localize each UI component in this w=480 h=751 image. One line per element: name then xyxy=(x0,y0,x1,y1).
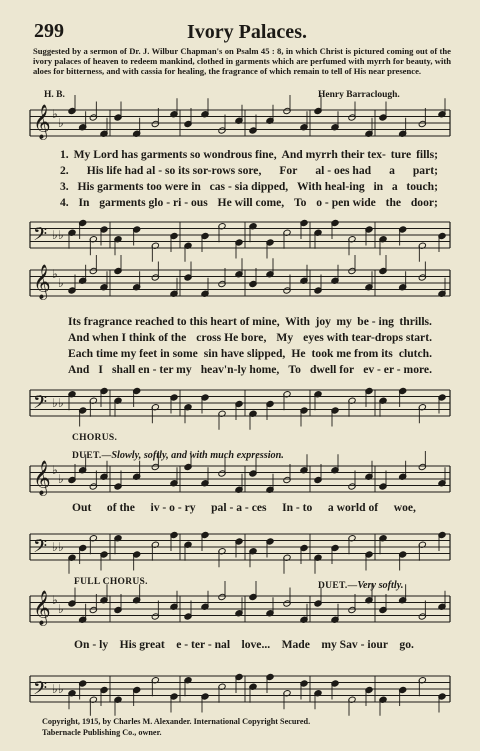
verse-2-line-b: And when I think of the cross He bore, My eyes with tear-drops start. xyxy=(68,331,432,344)
bass-clef-icon: 𝄢 xyxy=(33,223,48,249)
music-system-3-bass xyxy=(30,528,450,570)
flat-icon: ♭ xyxy=(58,227,64,242)
treble-clef-icon: 𝄞 xyxy=(33,105,51,139)
flat-icon: ♭ xyxy=(52,592,58,607)
chorus-line-2: On - ly His great e - ter - nal love... Made my Sav - iour go. xyxy=(74,638,414,651)
verse-1-line: 1. My Lord has garments so wondrous fine, And myrrh their tex- ture fills; xyxy=(60,148,438,161)
verse-4-line-b: And I shall en - ter my heav'n-ly home, To dwell for ev - er - more. xyxy=(68,363,432,376)
flat-icon: ♭ xyxy=(52,681,58,696)
verse-1-line-b: Its fragrance reached to this heart of mine, With joy my be - ing thrills. xyxy=(68,315,432,328)
duet-direction-2: DUET.—Very softly. xyxy=(318,580,404,591)
flat-icon: ♭ xyxy=(52,266,58,281)
verse-3-line: 3. His garments too were in cas - sia dipped, With heal-ing in a touch; xyxy=(60,180,438,193)
bass-clef-icon: 𝄢 xyxy=(33,677,48,703)
flat-icon: ♭ xyxy=(52,227,58,242)
flat-icon: ♭ xyxy=(58,539,64,554)
flat-icon: ♭ xyxy=(58,115,64,130)
music-system-2-bass xyxy=(30,384,450,426)
treble-clef-icon: 𝄞 xyxy=(33,461,51,495)
composer-name: Henry Barraclough. xyxy=(318,90,400,100)
treble-clef-icon: 𝄞 xyxy=(33,265,51,299)
verse-4-line: 4. In garments glo - ri - ous He will come, To o - pen wide the door; xyxy=(60,196,438,209)
hymn-title: Ivory Palaces. xyxy=(187,21,307,43)
flat-icon: ♭ xyxy=(52,395,58,410)
verse-3-line-b: Each time my feet in some sin have slipped, He took me from its clutch. xyxy=(68,347,432,360)
treble-clef-icon: 𝄞 xyxy=(33,591,51,625)
flat-icon: ♭ xyxy=(52,106,58,121)
copyright-notice: Copyright, 1915, by Charles M. Alexander. International Copyright Secured. xyxy=(42,717,311,726)
full-chorus-label: FULL CHORUS. xyxy=(74,577,148,587)
chorus-line-1: Out of the iv - o - ry pal - a - ces In - to a world of woe, xyxy=(72,501,416,514)
bass-clef-icon: 𝄢 xyxy=(33,391,48,417)
music-system-1-treble xyxy=(30,104,450,148)
music-system-3-treble xyxy=(30,460,450,504)
music-system-1-bass xyxy=(30,216,450,258)
bass-clef-icon: 𝄢 xyxy=(33,535,48,561)
flat-icon: ♭ xyxy=(52,539,58,554)
verse-2-line: 2. His life had al - so its sor-rows sore, For al - oes had a part; xyxy=(60,164,438,177)
music-system-2-treble xyxy=(30,264,450,308)
hymn-intro-note: Suggested by a sermon of Dr. J. Wilbur Chapman's on Psalm 45 : 8, in which Christ is pictured coming out of the ivory palaces of heaven to redeem mankind, clothed in garments which are perfumed with myrrh for beauty, with aloes for bitterness, and with cassia for healing, the fragrance of which remain to tell of His near presence. xyxy=(33,46,451,77)
flat-icon: ♭ xyxy=(58,275,64,290)
flat-icon: ♭ xyxy=(58,601,64,616)
verse-block-1 xyxy=(60,147,438,211)
flat-icon: ♭ xyxy=(58,471,64,486)
lyricist-initials: H. B. xyxy=(44,90,65,100)
music-system-4-treble xyxy=(30,590,450,634)
verse-block-2 xyxy=(68,314,432,378)
flat-icon: ♭ xyxy=(58,395,64,410)
flat-icon: ♭ xyxy=(58,681,64,696)
chorus-label: CHORUS. xyxy=(72,433,118,443)
chorus-duet-direction: DUET.—Slowly, softly, and with much expression. xyxy=(72,450,284,461)
hymn-number: 299 xyxy=(34,20,64,42)
music-system-4-bass xyxy=(30,670,450,712)
flat-icon: ♭ xyxy=(52,462,58,477)
owner-notice: Tabernacle Publishing Co., owner. xyxy=(42,728,162,737)
